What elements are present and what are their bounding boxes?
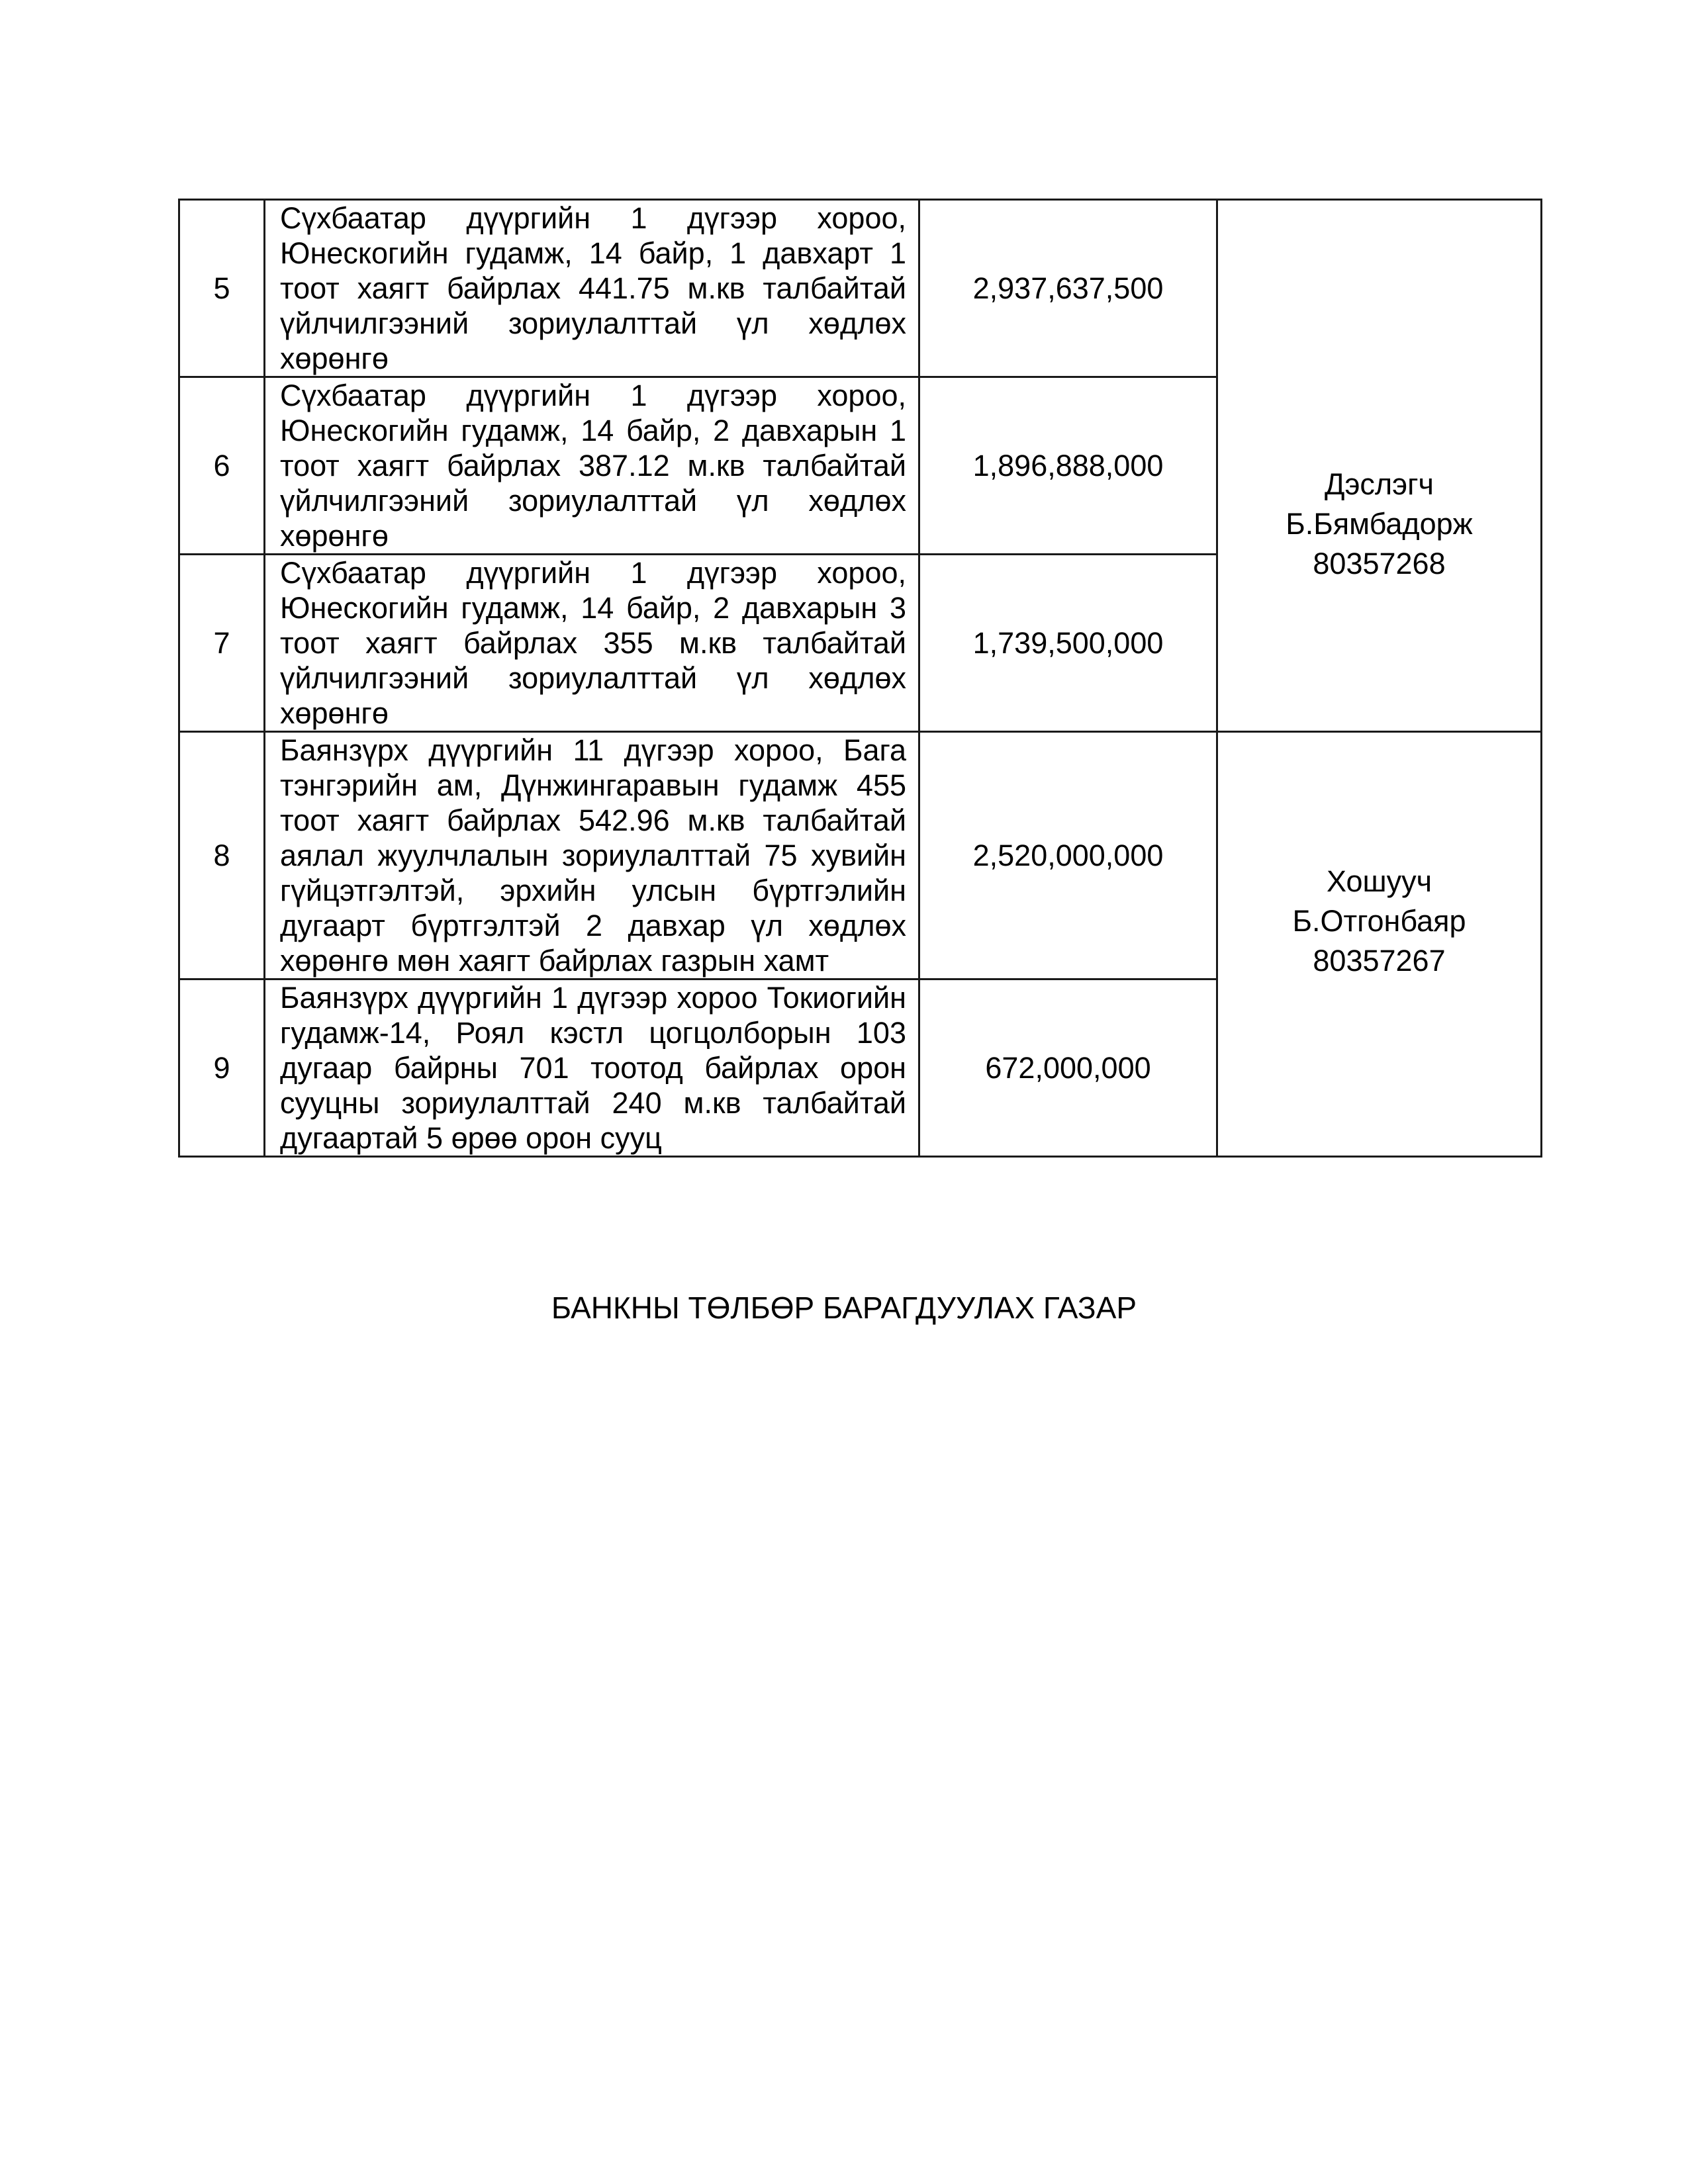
property-price: 1,896,888,000 <box>919 377 1217 555</box>
table-row <box>179 200 1542 377</box>
row-number: 8 <box>179 732 265 979</box>
contact-cell <box>1217 200 1542 732</box>
row-number: 5 <box>179 200 265 377</box>
table-row <box>179 732 1542 979</box>
property-description: Баянзүрх дүүргийн 11 дүгээр хороо, Бага тэнгэрийн ам, Дүнжингаравын гудамж 455 тоот хаягт байрлах 542.96 м.кв талбайтай аялал жуулчлалын зориулалттай 75 хувийн гүйцэтгэлтэй, эрхийн улсын бүртгэлийн дугаарт бүртгэлтэй 2 давхар үл хөдлөх хөрөнгө мөн хаягт байрлах газрын хамт <box>265 732 919 979</box>
row-number: 9 <box>179 979 265 1157</box>
contact-name: Б.Бямбадорж <box>1286 506 1473 541</box>
contact-phone: 80357268 <box>1313 546 1446 580</box>
property-description: Сүхбаатар дүүргийн 1 дүгээр хороо, Юнескогийн гудамж, 14 байр, 1 давхарт 1 тоот хаягт байрлах 441.75 м.кв талбайтай үйлчилгээний зориулалттай үл хөдлөх хөрөнгө <box>265 200 919 377</box>
property-description: Сүхбаатар дүүргийн 1 дүгээр хороо, Юнескогийн гудамж, 14 байр, 2 давхарын 3 тоот хаягт байрлах 355 м.кв талбайтай үйлчилгээний зориулалттай үл хөдлөх хөрөнгө <box>265 555 919 732</box>
property-listing-table <box>178 199 1542 1158</box>
property-price: 2,520,000,000 <box>919 732 1217 979</box>
property-description: Баянзүрх дүүргийн 1 дүгээр хороо Токиогийн гудамж-14, Роял кэстл цогцолборын 103 дугаар байрны 701 тоотод байрлах орон сууцны зориулалттай 240 м.кв талбайтай дугаартай 5 өрөө орон сууц <box>265 979 919 1157</box>
row-number: 6 <box>179 377 265 555</box>
contact-cell <box>1217 732 1542 1157</box>
property-description: Сүхбаатар дүүргийн 1 дүгээр хороо, Юнескогийн гудамж, 14 байр, 2 давхарын 1 тоот хаягт байрлах 387.12 м.кв талбайтай үйлчилгээний зориулалттай үл хөдлөх хөрөнгө <box>265 377 919 555</box>
contact-rank: Дэслэгч <box>1324 467 1434 501</box>
property-price: 2,937,637,500 <box>919 200 1217 377</box>
row-number: 7 <box>179 555 265 732</box>
contact-rank: Хошууч <box>1326 864 1432 898</box>
department-signature: БАНКНЫ ТӨЛБӨР БАРАГДУУЛАХ ГАЗАР <box>551 1291 1137 1325</box>
contact-name: Б.Отгонбаяр <box>1292 903 1466 938</box>
property-price: 1,739,500,000 <box>919 555 1217 732</box>
contact-phone: 80357267 <box>1313 943 1446 978</box>
property-price: 672,000,000 <box>919 979 1217 1157</box>
